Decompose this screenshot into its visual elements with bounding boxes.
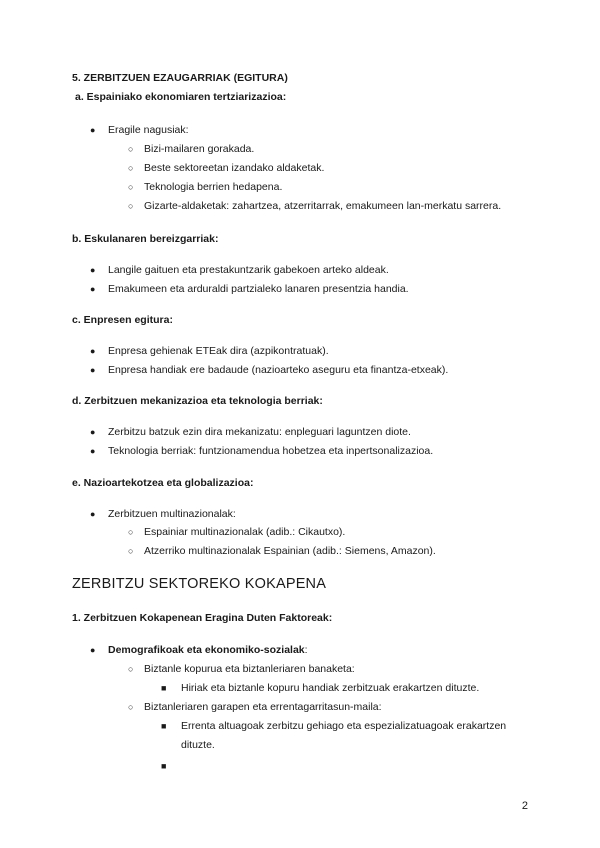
bullet-circle: ○ <box>128 201 134 211</box>
factor-label: Demografikoak eta ekonomiko-sozialak <box>108 644 305 656</box>
bullet-disc: ● <box>90 365 96 375</box>
list-item: Langile gaituen eta prestakuntzarik gabekoen arteko aldeak. <box>108 264 389 276</box>
factor-item <box>108 644 308 656</box>
sub-sub-list-item: Hiriak eta biztanle kopuru handiak zerbitzuak erakartzen dituzte. <box>181 682 480 694</box>
bullet-disc: ● <box>90 645 96 655</box>
bullet-disc: ● <box>90 265 96 275</box>
bullet-disc: ● <box>90 446 96 456</box>
sub-list-item: Biztanle kopurua eta biztanleriaren banaketa: <box>144 663 355 675</box>
factor-colon: : <box>304 644 308 656</box>
list-item: Zerbitzu batzuk ezin dira mekanizatu: enpleguari laguntzen diote. <box>108 426 411 438</box>
bullet-circle: ○ <box>128 702 134 712</box>
list-item: Emakumeen eta arduraldi partzialeko lanaren presentzia handia. <box>108 283 409 295</box>
heading-e: e. Nazioartekotzea eta globalizazioa: <box>72 477 254 489</box>
list-item: Teknologia berriak: funtzionamendua hobetzea eta inpertsonalizazioa. <box>108 445 434 457</box>
list-item: Enpresa handiak ere badaude (nazioarteko aseguru eta finantza-etxeak). <box>108 364 449 376</box>
sub-list-item: Espainiar multinazionalak (adib.: Cikautxo). <box>144 526 346 538</box>
sub-list-item: Biztanleriaren garapen eta errentagarritasun-maila: <box>144 701 382 713</box>
heading-b: b. Eskulanaren bereizgarriak: <box>72 233 219 245</box>
bullet-circle: ○ <box>128 546 134 556</box>
bullet-square: ■ <box>161 721 167 731</box>
heading-c: c. Enpresen egitura: <box>72 314 173 326</box>
bullet-disc: ● <box>90 346 96 356</box>
heading-a: a. Espainiako ekonomiaren tertziarizazioa: <box>75 91 287 103</box>
sub-list-item: Beste sektoreetan izandako aldaketak. <box>144 162 325 174</box>
section-title-kokapena: ZERBITZU SEKTOREKO KOKAPENA <box>72 576 327 592</box>
sub-heading: 1. Zerbitzuen Kokapenean Eragina Duten Faktoreak: <box>72 612 333 624</box>
bullet-square: ■ <box>161 683 167 693</box>
sub-list-item: Atzerriko multinazionalak Espainian (adib.: Siemens, Amazon). <box>144 545 436 557</box>
bullet-disc: ● <box>90 427 96 437</box>
bullet-disc: ● <box>90 509 96 519</box>
sub-list-item: Teknologia berrien hedapena. <box>144 181 283 193</box>
section-title: 5. ZERBITZUEN EZAUGARRIAK (EGITURA) <box>72 72 288 84</box>
bullet-circle: ○ <box>128 144 134 154</box>
bullet-disc: ● <box>90 284 96 294</box>
page-number: 2 <box>521 800 528 812</box>
bullet-circle: ○ <box>128 163 134 173</box>
sub-list-item: Bizi-mailaren gorakada. <box>144 143 255 155</box>
sub-sub-list-item-continuation: dituzte. <box>181 739 215 751</box>
bullet-disc: ● <box>90 125 96 135</box>
heading-d: d. Zerbitzuen mekanizazioa eta teknologia berriak: <box>72 395 323 407</box>
bullet-circle: ○ <box>128 182 134 192</box>
list-item: Eragile nagusiak: <box>108 124 189 136</box>
bullet-square: ■ <box>161 761 167 771</box>
bullet-circle: ○ <box>128 664 134 674</box>
list-item: Zerbitzuen multinazionalak: <box>108 508 236 520</box>
sub-sub-list-item: Errenta altuagoak zerbitzu gehiago eta espezializatuagoak erakartzen <box>181 720 507 732</box>
list-item: Enpresa gehienak ETEak dira (azpikontratuak). <box>108 345 329 357</box>
sub-list-item: Gizarte-aldaketak: zahartzea, atzerritarrak, emakumeen lan-merkatu sarrera. <box>144 200 502 212</box>
bullet-circle: ○ <box>128 527 134 537</box>
